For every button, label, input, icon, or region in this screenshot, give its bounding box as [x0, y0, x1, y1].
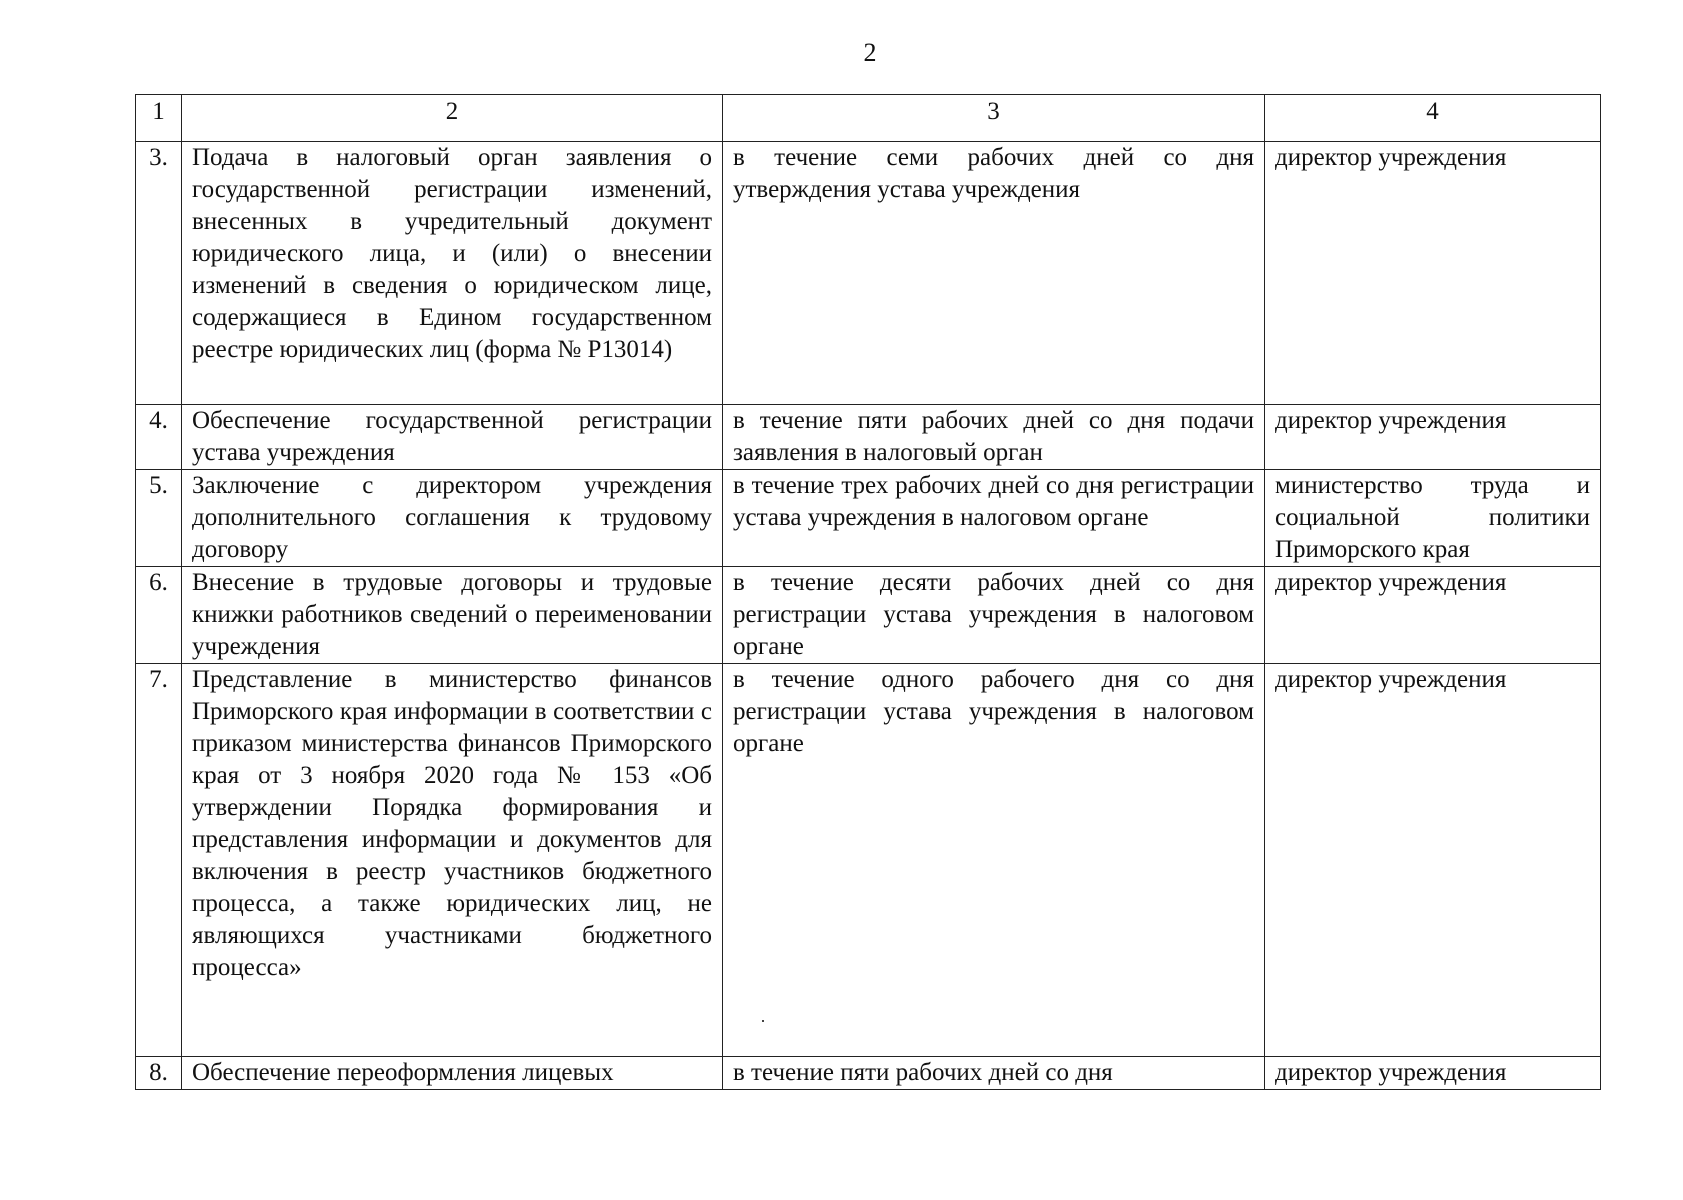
- header-col-1: 1: [136, 95, 182, 142]
- header-col-2: 2: [182, 95, 723, 142]
- row-term: в течение семи рабочих дней со дня утверждения устава учреждения: [723, 142, 1265, 405]
- row-number: 7.: [136, 664, 182, 1057]
- row-number: 3.: [136, 142, 182, 405]
- row-number: 6.: [136, 567, 182, 664]
- row-responsible: директор учреждения: [1265, 142, 1601, 405]
- table-row: [136, 405, 1601, 470]
- row-responsible: директор учреждения: [1265, 1057, 1601, 1090]
- row-responsible: директор учреждения: [1265, 664, 1601, 1057]
- row-number: 8.: [136, 1057, 182, 1090]
- table-row: [136, 664, 1601, 1057]
- row-responsible: директор учреждения: [1265, 405, 1601, 470]
- scan-speck: [762, 1020, 764, 1022]
- row-term: в течение пяти рабочих дней со дня: [723, 1057, 1265, 1090]
- header-col-3: 3: [723, 95, 1265, 142]
- row-action: Представление в министерство финансов Приморского края информации в соответствии с приказом министерства финансов Приморского края от 3 ноября 2020 года № 153 «Об утверждении Порядка формирования и представления информации и документов для включения в реестр участников бюджетного процесса, а также юридических лиц, не являющихся участниками бюджетного процесса»: [182, 664, 723, 1057]
- row-number: 5.: [136, 470, 182, 567]
- table-row: [136, 470, 1601, 567]
- row-term: в течение трех рабочих дней со дня регистрации устава учреждения в налоговом органе: [723, 470, 1265, 567]
- row-action: Обеспечение государственной регистрации устава учреждения: [182, 405, 723, 470]
- row-number: 4.: [136, 405, 182, 470]
- page-number: 2: [863, 38, 877, 67]
- row-responsible: директор учреждения: [1265, 567, 1601, 664]
- table-row: [136, 142, 1601, 405]
- row-action: Обеспечение переоформления лицевых: [182, 1057, 723, 1090]
- row-action: Внесение в трудовые договоры и трудовые книжки работников сведений о переименовании учреждения: [182, 567, 723, 664]
- header-col-4: 4: [1265, 95, 1601, 142]
- row-action: Подача в налоговый орган заявления о государственной регистрации изменений, внесенных в учредительный документ юридического лица, и (или) о внесении изменений в сведения о юридическом лице, содержащиеся в Едином государственном реестре юридических лиц (форма № Р13014): [182, 142, 723, 405]
- action-plan-table: [135, 94, 1601, 1090]
- row-term: в течение десяти рабочих дней со дня регистрации устава учреждения в налоговом органе: [723, 567, 1265, 664]
- table-row: [136, 1057, 1601, 1090]
- table-header-row: [136, 95, 1601, 142]
- row-term: в течение пяти рабочих дней со дня подачи заявления в налоговый орган: [723, 405, 1265, 470]
- table-row: [136, 567, 1601, 664]
- row-responsible: министерство труда и социальной политики Приморского края: [1265, 470, 1601, 567]
- row-term: в течение одного рабочего дня со дня регистрации устава учреждения в налоговом органе: [723, 664, 1265, 1057]
- row-action: Заключение с директором учреждения дополнительного соглашения к трудовому договору: [182, 470, 723, 567]
